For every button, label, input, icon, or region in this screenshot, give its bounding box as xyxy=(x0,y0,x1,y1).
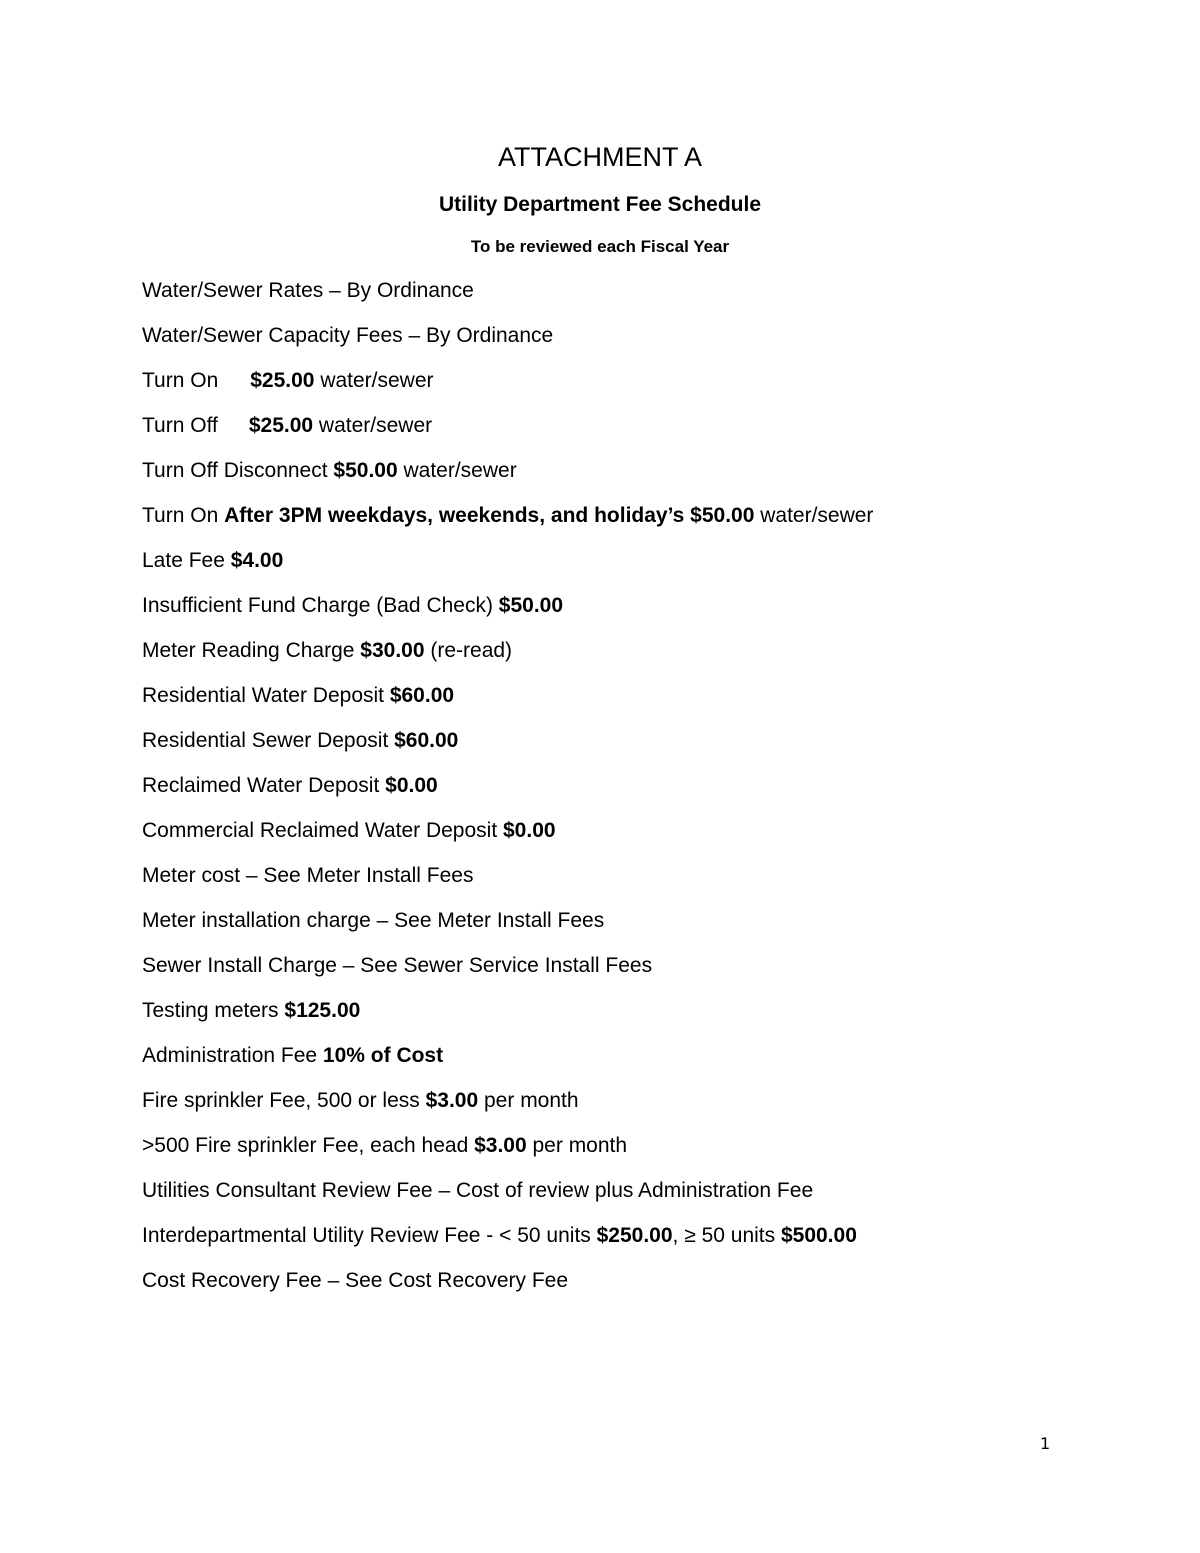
fee-label: Turn On xyxy=(142,504,225,527)
fee-turn-on-after-hours xyxy=(142,501,1142,546)
fee-label: Late Fee xyxy=(142,549,231,572)
fee-amount: $50.00 xyxy=(690,504,755,527)
fee-amount-large: $500.00 xyxy=(780,1224,857,1247)
fee-turn-off-disconnect xyxy=(142,456,1142,501)
fee-amount: $50.00 xyxy=(498,594,564,617)
fee-middle: , ≥ 50 units xyxy=(672,1224,781,1247)
fee-amount: $30.00 xyxy=(360,639,425,662)
fee-interdepartmental-review xyxy=(142,1221,1142,1266)
fee-amount: $50.00 xyxy=(333,459,398,482)
fee-consultant-review xyxy=(142,1176,1142,1221)
fee-late xyxy=(142,546,1142,591)
fee-label: Residential Water Deposit xyxy=(142,684,390,707)
fee-meter-reading xyxy=(142,636,1142,681)
fee-label: Turn Off xyxy=(142,414,218,437)
page-number: 1 xyxy=(1040,1434,1051,1453)
fee-suffix: per month xyxy=(478,1089,579,1112)
fee-turn-on xyxy=(142,366,1142,411)
fee-capacity-fees xyxy=(142,321,1142,366)
fee-label: Residential Sewer Deposit xyxy=(142,729,395,752)
fee-label: Administration Fee xyxy=(142,1044,323,1067)
fee-text: Cost Recovery Fee – See Cost Recovery Fee xyxy=(142,1269,569,1292)
fee-list xyxy=(142,276,1142,1311)
fee-residential-water-deposit xyxy=(142,681,1142,726)
fee-amount: $60.00 xyxy=(389,684,455,707)
fee-amount: $125.00 xyxy=(284,999,361,1022)
fee-text: Utilities Consultant Review Fee – Cost of review plus Administration Fee xyxy=(142,1179,814,1202)
fee-turn-off xyxy=(142,411,1142,456)
fee-fire-sprinkler-small xyxy=(142,1086,1142,1131)
fee-amount: 10% of Cost xyxy=(322,1044,444,1067)
fee-residential-sewer-deposit xyxy=(142,726,1142,771)
fee-text: Meter installation charge – See Meter Install Fees xyxy=(142,909,605,932)
fee-label: Interdepartmental Utility Review Fee - < 50 units xyxy=(142,1224,597,1247)
fee-label: Commercial Reclaimed Water Deposit xyxy=(142,819,503,842)
fee-amount: $3.00 xyxy=(474,1134,527,1157)
fee-water-sewer-rates xyxy=(142,276,1142,321)
fee-condition: After 3PM weekdays, weekends, and holiday’s xyxy=(224,504,691,527)
fee-suffix: water/sewer xyxy=(754,504,874,527)
fee-amount: $3.00 xyxy=(425,1089,479,1112)
fee-reclaimed-water-deposit xyxy=(142,771,1142,816)
fee-amount: $4.00 xyxy=(230,549,284,572)
fee-label: >500 Fire sprinkler Fee, each head xyxy=(142,1134,475,1157)
review-note: To be reviewed each Fiscal Year xyxy=(470,237,730,256)
fee-administration xyxy=(142,1041,1142,1086)
fee-label: Turn Off Disconnect xyxy=(142,459,334,482)
fee-amount: $25.00 xyxy=(248,414,314,437)
fee-label: Fire sprinkler Fee, 500 or less xyxy=(142,1089,426,1112)
fee-amount: $0.00 xyxy=(385,774,438,797)
fee-amount: $60.00 xyxy=(394,729,459,752)
fee-label: Meter Reading Charge xyxy=(142,639,361,662)
fee-text: Water/Sewer Capacity Fees – By Ordinance xyxy=(142,324,554,347)
fee-label: Testing meters xyxy=(142,999,285,1022)
fee-text: Water/Sewer Rates – By Ordinance xyxy=(142,279,474,302)
fee-meter-cost xyxy=(142,861,1142,906)
document-title: ATTACHMENT A xyxy=(497,142,703,172)
fee-sewer-install xyxy=(142,951,1142,996)
fee-suffix: per month xyxy=(526,1134,628,1157)
fee-text: Meter cost – See Meter Install Fees xyxy=(142,864,474,887)
fee-label: Reclaimed Water Deposit xyxy=(142,774,386,797)
fee-suffix: water/sewer xyxy=(397,459,517,482)
fee-insufficient-fund xyxy=(142,591,1142,636)
fee-label: Insufficient Fund Charge (Bad Check) xyxy=(142,594,499,617)
fee-amount-small: $250.00 xyxy=(596,1224,673,1247)
fee-cost-recovery xyxy=(142,1266,1142,1311)
document-subtitle: Utility Department Fee Schedule xyxy=(438,193,762,216)
fee-text: Sewer Install Charge – See Sewer Service Install Fees xyxy=(142,954,653,977)
fee-suffix: water/sewer xyxy=(314,369,434,392)
fee-suffix: water/sewer xyxy=(313,414,433,437)
fee-amount: $0.00 xyxy=(503,819,556,842)
fee-testing-meters xyxy=(142,996,1142,1041)
fee-amount: $25.00 xyxy=(250,369,315,392)
fee-commercial-reclaimed-deposit xyxy=(142,816,1142,861)
fee-label: Turn On xyxy=(142,369,219,392)
fee-fire-sprinkler-large xyxy=(142,1131,1142,1176)
fee-suffix: (re-read) xyxy=(424,639,513,662)
fee-meter-installation xyxy=(142,906,1142,951)
